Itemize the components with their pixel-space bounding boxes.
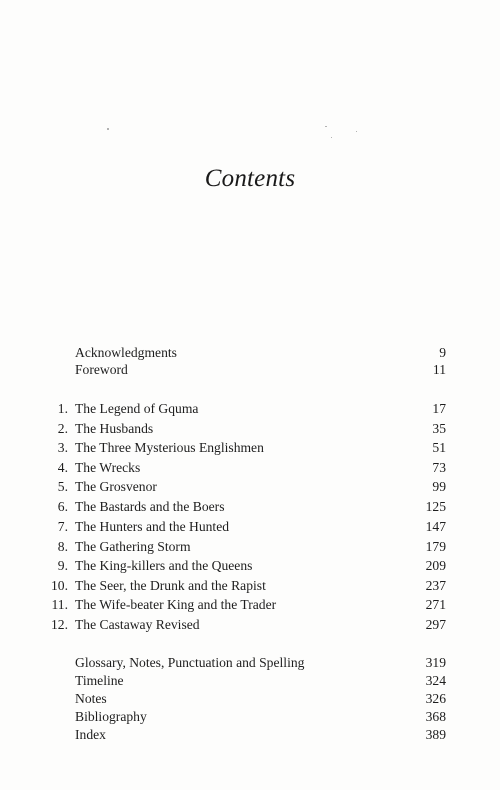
toc-entry-page: 271	[425, 597, 446, 612]
toc-entry-label: The Legend of Gquma	[75, 401, 199, 416]
toc-entry-chapter-6[interactable]	[0, 497, 500, 517]
toc-entry-label: The King-killers and the Queens	[75, 558, 253, 573]
toc-entry-label: The Grosvenor	[75, 479, 157, 494]
toc-entry-page: 147	[425, 519, 446, 534]
toc-entry-page: 297	[425, 617, 446, 632]
toc-entry-chapter-9[interactable]	[0, 556, 500, 576]
chapter-number: 3.	[57, 440, 68, 455]
toc-entry-page: 99	[432, 479, 446, 494]
toc-entry-page: 73	[432, 460, 446, 475]
toc-entry-label: The Wife-beater King and the Trader	[75, 597, 277, 612]
toc-entry-page: 237	[425, 578, 446, 593]
paper-speck	[325, 126, 327, 127]
chapter-number: 10.	[51, 578, 68, 593]
toc-entry-page: 324	[425, 673, 446, 688]
toc-entry-label: Bibliography	[75, 709, 147, 724]
toc-entry-page: 35	[432, 421, 446, 436]
paper-speck	[107, 128, 109, 130]
toc-entry-chapter-8[interactable]	[0, 537, 500, 557]
toc-entry-chapter-12[interactable]	[0, 615, 500, 635]
toc-entry-label: The Wrecks	[75, 460, 141, 475]
toc-entry-chapter-3[interactable]	[0, 438, 500, 458]
toc-entry-page: 125	[425, 499, 446, 514]
toc-entry-label: Foreword	[75, 362, 128, 377]
toc-entry-chapter-10[interactable]	[0, 576, 500, 596]
toc-entry-page: 368	[425, 709, 446, 724]
toc-entry-label: The Hunters and the Hunted	[75, 519, 230, 534]
chapter-number: 8.	[57, 539, 68, 554]
toc-entry-chapter-11[interactable]	[0, 595, 500, 615]
toc-entry-page: 11	[432, 362, 446, 377]
chapter-number: 11.	[51, 597, 68, 612]
page-title: Contents	[204, 165, 296, 192]
toc-entry-page: 9	[439, 345, 446, 360]
chapter-number: 5.	[57, 479, 68, 494]
toc-entry-label: Glossary, Notes, Punctuation and Spelling	[75, 655, 305, 670]
toc-entry-notes[interactable]	[0, 689, 500, 709]
paper-speck	[331, 137, 332, 138]
toc-entry-chapter-4[interactable]	[0, 458, 500, 478]
toc-entry-page: 51	[432, 440, 446, 455]
toc-entry-label: Acknowledgments	[75, 345, 177, 360]
toc-entry-label: The Seer, the Drunk and the Rapist	[75, 578, 266, 593]
toc-entry-label: Notes	[75, 691, 107, 706]
toc-entry-page: 179	[425, 539, 446, 554]
chapter-number: 12.	[51, 617, 68, 632]
toc-entry-chapter-7[interactable]	[0, 517, 500, 537]
toc-entry-chapter-1[interactable]	[0, 399, 500, 419]
chapter-number: 9.	[57, 558, 68, 573]
toc-entry-label: Index	[75, 727, 106, 742]
toc-entry-bibliography[interactable]	[0, 707, 500, 727]
chapter-number: 1.	[57, 401, 68, 416]
chapter-number: 4.	[57, 460, 68, 475]
toc-entry-page: 389	[425, 727, 446, 742]
paper-speck	[356, 131, 357, 132]
toc-entry-label: The Bastards and the Boers	[75, 499, 225, 514]
toc-entry-page: 17	[432, 401, 446, 416]
chapter-number: 2.	[57, 421, 68, 436]
toc-entry-index[interactable]	[0, 725, 500, 745]
toc-entry-page: 209	[425, 558, 446, 573]
toc-entry-glossary[interactable]	[0, 653, 500, 673]
toc-entry-chapter-5[interactable]	[0, 477, 500, 497]
toc-entry-label: The Three Mysterious Englishmen	[75, 440, 264, 455]
toc-entry-label: The Husbands	[75, 421, 154, 436]
chapter-number: 6.	[57, 499, 68, 514]
toc-entry-foreword[interactable]	[0, 360, 500, 380]
toc-entry-page: 326	[425, 691, 446, 706]
toc-entry-label: The Gathering Storm	[75, 539, 191, 554]
toc-entry-timeline[interactable]	[0, 671, 500, 691]
toc-entry-chapter-2[interactable]	[0, 419, 500, 439]
toc-entry-page: 319	[425, 655, 446, 670]
chapter-number: 7.	[57, 519, 68, 534]
toc-entry-label: The Castaway Revised	[75, 617, 200, 632]
toc-entry-label: Timeline	[75, 673, 124, 688]
